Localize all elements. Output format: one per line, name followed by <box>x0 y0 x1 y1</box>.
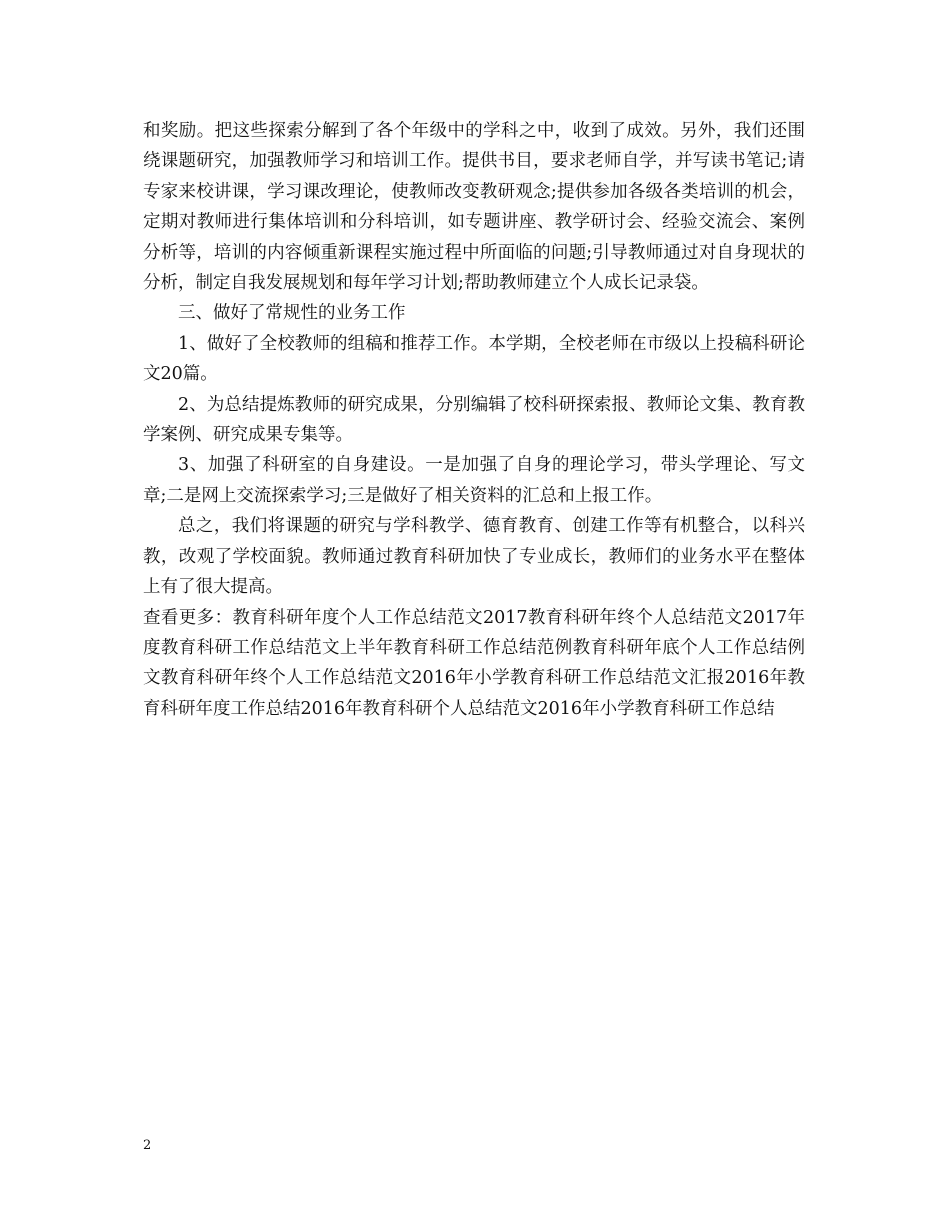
paragraph-conclusion: 总之，我们将课题的研究与学科教学、德育教育、创建工作等有机整合，以科兴教，改观了学校面貌。教师通过教育科研加快了专业成长，教师们的业务水平在整体上有了很大提高。 <box>143 516 805 598</box>
paragraph-item-3: 3、加强了科研室的自身建设。一是加强了自身的理论学习，带头学理论、写文章;二是网上交流探索学习;三是做好了相关资料的汇总和上报工作。 <box>143 455 805 506</box>
paragraph-training: 和奖励。把这些探索分解到了各个年级中的学科之中，收到了成效。另外，我们还围绕课题研究，加强教师学习和培训工作。提供书目，要求老师自学，并写读书笔记;请专家来校讲课，学习课改理论，使教师改变教研观念;提供参加各级各类培训的机会，定期对教师进行集体培训和分科培训，如专题讲座、教学研讨会、经验交流会、案例分析等，培训的内容倾重新课程实施过程中所面临的问题;引导教师通过对自身现状的分析，制定自我发展规划和每年学习计划;帮助教师建立个人成长记录袋。 <box>143 121 805 294</box>
see-more-paragraph: 查看更多：教育科研年度个人工作总结范文2017教育科研年终个人总结范文2017年度教育科研工作总结范文上半年教育科研工作总结范例教育科研年底个人工作总结例文教育科研年终个人工作总结范文2016年小学教育科研工作总结范文汇报2016年教育科研年度工作总结2016年教育科研个人总结范文2016年小学教育科研工作总结 <box>143 607 805 719</box>
document-body <box>143 116 805 724</box>
section-heading-routine-work: 三、做好了常规性的业务工作 <box>178 303 406 324</box>
paragraph-item-1: 1、做好了全校教师的组稿和推荐工作。本学期，全校老师在市级以上投稿科研论文20篇。 <box>143 333 805 385</box>
page-number: 2 <box>143 1138 152 1153</box>
paragraph-item-2: 2、为总结提炼教师的研究成果，分别编辑了校科研探索报、教师论文集、教育教学案例、研究成果专集等。 <box>143 394 805 446</box>
